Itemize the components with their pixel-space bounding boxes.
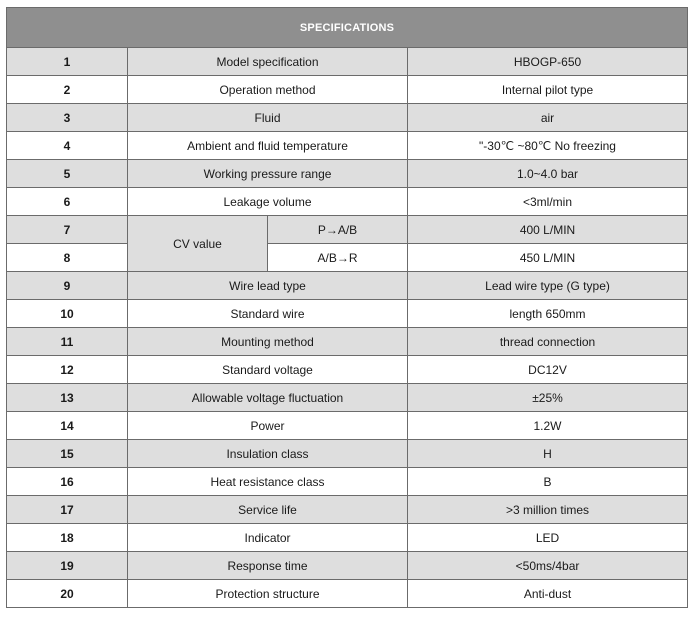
spec-value: 1.0~4.0 bar [408, 160, 688, 188]
row-number: 5 [7, 160, 128, 188]
table-row [7, 216, 688, 244]
row-number: 12 [7, 356, 128, 384]
row-number: 20 [7, 580, 128, 608]
spec-name: Ambient and fluid temperature [128, 132, 408, 160]
row-number: 16 [7, 468, 128, 496]
table-row [7, 440, 688, 468]
spec-value: 400 L/MIN [408, 216, 688, 244]
spec-value: "-30℃ ~80℃ No freezing [408, 132, 688, 160]
spec-value: Anti-dust [408, 580, 688, 608]
spec-name: Leakage volume [128, 188, 408, 216]
spec-value: length 650mm [408, 300, 688, 328]
row-number: 8 [7, 244, 128, 272]
table-row [7, 552, 688, 580]
table-row [7, 188, 688, 216]
spec-value: ±25% [408, 384, 688, 412]
spec-value: <3ml/min [408, 188, 688, 216]
spec-value: LED [408, 524, 688, 552]
specifications-table [6, 7, 688, 608]
table-title: SPECIFICATIONS [7, 8, 688, 48]
row-number: 7 [7, 216, 128, 244]
table-row [7, 300, 688, 328]
spec-value: HBOGP-650 [408, 48, 688, 76]
spec-name: Wire lead type [128, 272, 408, 300]
spec-name: Protection structure [128, 580, 408, 608]
row-number: 6 [7, 188, 128, 216]
table-row [7, 328, 688, 356]
row-number: 10 [7, 300, 128, 328]
spec-name: Response time [128, 552, 408, 580]
spec-name: Fluid [128, 104, 408, 132]
spec-name: Power [128, 412, 408, 440]
spec-name: Allowable voltage fluctuation [128, 384, 408, 412]
table-row [7, 356, 688, 384]
row-number: 3 [7, 104, 128, 132]
row-number: 9 [7, 272, 128, 300]
spec-value: <50ms/4bar [408, 552, 688, 580]
spec-name: Operation method [128, 76, 408, 104]
table-row [7, 524, 688, 552]
spec-name: Standard wire [128, 300, 408, 328]
spec-value: thread connection [408, 328, 688, 356]
spec-value: >3 million times [408, 496, 688, 524]
spec-value: Internal pilot type [408, 76, 688, 104]
spec-subname: P→A/B [268, 216, 408, 244]
table-row [7, 244, 688, 272]
table-row [7, 384, 688, 412]
header-row [7, 8, 688, 48]
spec-name: Mounting method [128, 328, 408, 356]
spec-name: Service life [128, 496, 408, 524]
spec-value: 450 L/MIN [408, 244, 688, 272]
table-row [7, 132, 688, 160]
spec-value: B [408, 468, 688, 496]
spec-name: Standard voltage [128, 356, 408, 384]
spec-name: Heat resistance class [128, 468, 408, 496]
spec-name: Working pressure range [128, 160, 408, 188]
row-number: 15 [7, 440, 128, 468]
spec-sheet [6, 7, 687, 608]
row-number: 4 [7, 132, 128, 160]
row-number: 17 [7, 496, 128, 524]
spec-value: H [408, 440, 688, 468]
row-number: 19 [7, 552, 128, 580]
spec-value: 1.2W [408, 412, 688, 440]
row-number: 14 [7, 412, 128, 440]
spec-value: DC12V [408, 356, 688, 384]
table-row [7, 160, 688, 188]
table-row [7, 272, 688, 300]
row-number: 18 [7, 524, 128, 552]
spec-name: Indicator [128, 524, 408, 552]
table-row [7, 76, 688, 104]
spec-name-cv-value: CV value [128, 216, 268, 272]
row-number: 11 [7, 328, 128, 356]
table-row [7, 48, 688, 76]
spec-name: Model specification [128, 48, 408, 76]
table-row [7, 468, 688, 496]
table-row [7, 580, 688, 608]
row-number: 1 [7, 48, 128, 76]
spec-subname: A/B→R [268, 244, 408, 272]
row-number: 2 [7, 76, 128, 104]
table-row [7, 496, 688, 524]
row-number: 13 [7, 384, 128, 412]
table-row [7, 104, 688, 132]
spec-value: air [408, 104, 688, 132]
spec-name: Insulation class [128, 440, 408, 468]
spec-value: Lead wire type (G type) [408, 272, 688, 300]
table-row [7, 412, 688, 440]
